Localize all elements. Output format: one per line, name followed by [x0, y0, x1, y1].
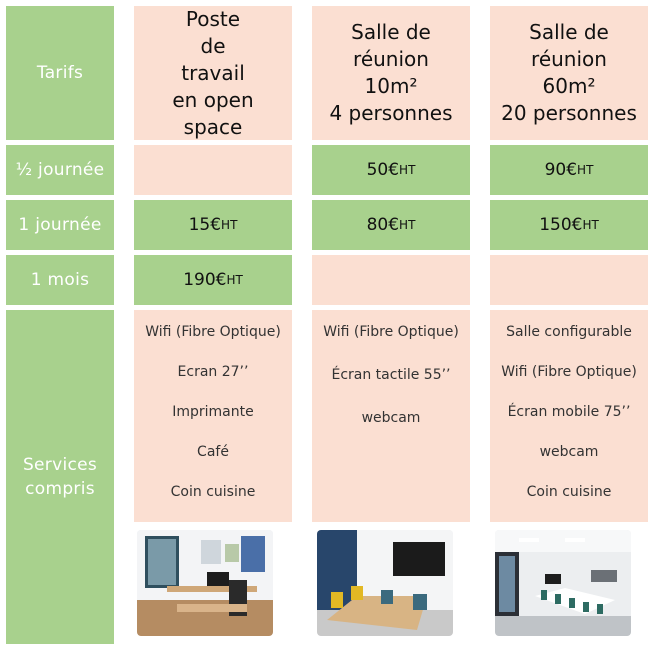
price-amount: 150€: [539, 215, 583, 235]
services-label-line-2: compris: [25, 479, 95, 499]
price-unit: HT: [221, 218, 238, 232]
header-line: 20 personnes: [501, 101, 637, 125]
column-header-open-space: [134, 6, 292, 140]
service-item: Café: [197, 444, 229, 460]
price-large-room-half-day: [490, 145, 648, 195]
header-line: 60m²: [542, 74, 596, 98]
row-label-services: [6, 310, 114, 644]
services-small-room: [312, 310, 470, 522]
price-unit: HT: [577, 163, 594, 177]
header-line: en open: [172, 87, 254, 112]
price-large-room-month: [490, 255, 648, 305]
price-amount: 80€: [366, 215, 400, 235]
large-meeting-room-photo: [495, 530, 631, 636]
half-day-label: ½ journée: [15, 160, 105, 180]
price-amount: 50€: [366, 160, 400, 180]
open-space-office-photo: [137, 530, 273, 636]
price-amount: 90€: [544, 160, 578, 180]
price-open-space-half-day: [134, 145, 292, 195]
service-item: Ecran 27’’: [177, 364, 249, 380]
price-amount: 15€: [188, 215, 222, 235]
service-item: Coin cuisine: [170, 484, 256, 500]
price-amount: 190€: [183, 270, 227, 290]
row-label-month: [6, 255, 114, 305]
service-item: Imprimante: [172, 404, 254, 420]
header-line: Salle de: [529, 20, 609, 44]
price-unit: HT: [582, 218, 599, 232]
price-small-room-day: [312, 200, 470, 250]
header-line: travail: [181, 60, 245, 85]
price-small-room-month: [312, 255, 470, 305]
small-meeting-room-photo: [317, 530, 453, 636]
price-open-space-day: [134, 200, 292, 250]
column-header-large-room: [490, 6, 648, 140]
price-open-space-month: [134, 255, 292, 305]
price-unit: HT: [399, 218, 416, 232]
month-label: 1 mois: [30, 270, 90, 290]
service-item: webcam: [361, 410, 421, 426]
row-label-tarifs: [6, 6, 114, 140]
service-item: Wifi (Fibre Optique): [323, 324, 459, 340]
price-unit: HT: [399, 163, 416, 177]
service-item: Écran mobile 75’’: [507, 404, 631, 420]
tarifs-label: Tarifs: [36, 63, 84, 83]
service-item: Wifi (Fibre Optique): [145, 324, 281, 340]
day-label: 1 journée: [18, 215, 102, 235]
services-open-space: [134, 310, 292, 522]
service-item: Wifi (Fibre Optique): [501, 364, 637, 380]
header-line: space: [183, 114, 243, 139]
service-item: Salle configurable: [506, 324, 632, 340]
header-line: de: [200, 33, 226, 58]
header-line: réunion: [353, 47, 429, 71]
price-unit: HT: [226, 273, 243, 287]
service-item: webcam: [539, 444, 599, 460]
header-line: Poste: [185, 6, 241, 31]
header-line: 10m²: [364, 74, 418, 98]
header-line: 4 personnes: [329, 101, 453, 125]
service-item: Coin cuisine: [526, 484, 612, 500]
column-header-small-room: [312, 6, 470, 140]
service-item: Écran tactile 55’’: [331, 367, 451, 383]
header-line: réunion: [531, 47, 607, 71]
row-label-half-day: [6, 145, 114, 195]
services-label-line-1: Services: [22, 455, 98, 475]
price-small-room-half-day: [312, 145, 470, 195]
price-large-room-day: [490, 200, 648, 250]
row-label-day: [6, 200, 114, 250]
header-line: Salle de: [351, 20, 431, 44]
services-large-room: [490, 310, 648, 522]
